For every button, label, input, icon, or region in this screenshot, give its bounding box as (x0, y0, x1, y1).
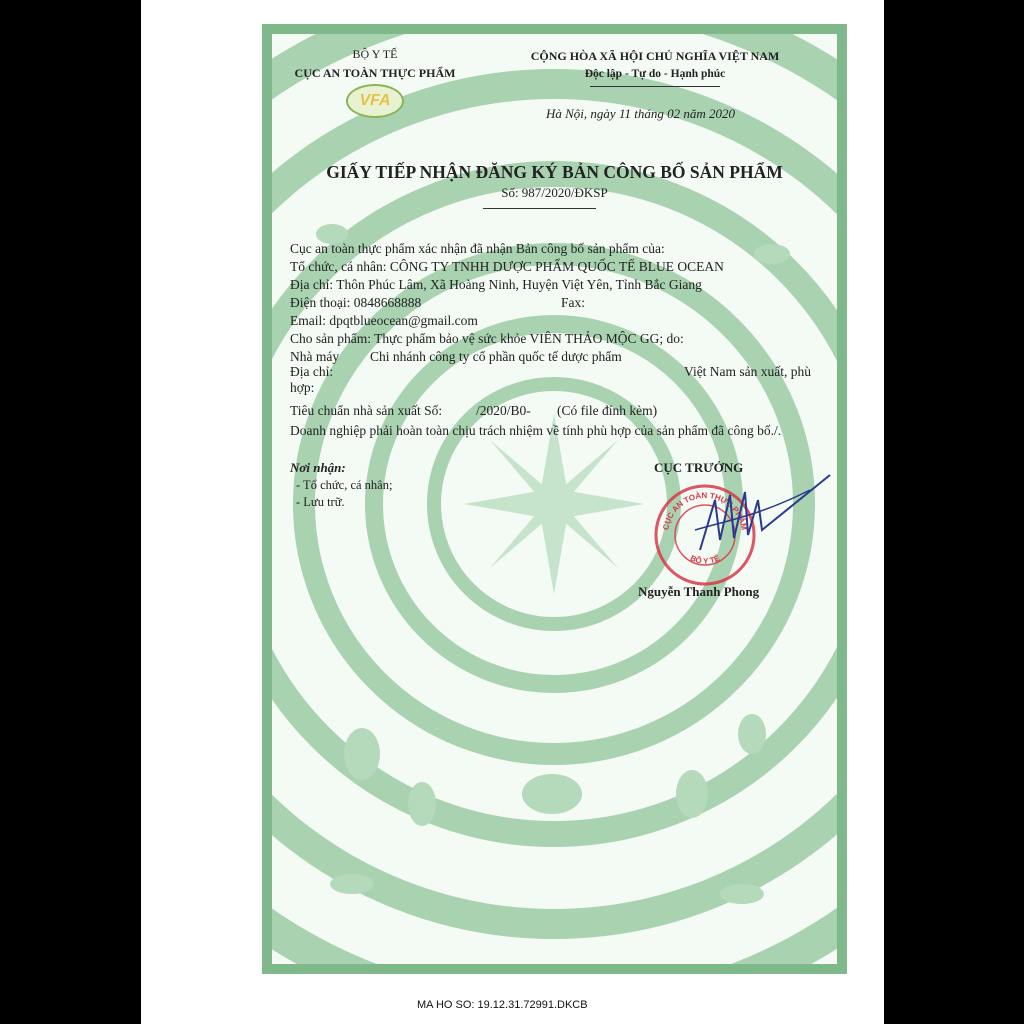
vfa-logo-text: VFA (359, 92, 391, 109)
responsibility-line: Doanh nghiệp phải hoàn toàn chịu trách nhiệm về tính phù hợp của sản phẩm đã công bố./. (290, 423, 782, 438)
issue-date: Hà Nội, ngày 11 tháng 02 năm 2020 (546, 106, 735, 121)
standard-label: Tiêu chuẩn nhà sản xuất Số: (290, 403, 443, 418)
national-motto: Độc lập - Tự do - Hạnh phúc (584, 68, 726, 80)
document-number: Số: 987/2020/ĐKSP (501, 185, 608, 200)
email-line: Email: dpqtblueocean@gmail.com (290, 313, 478, 328)
right-black-border (884, 0, 1024, 1024)
document-title: GIẤY TIẾP NHẬN ĐĂNG KÝ BẢN CÔNG BỐ SẢN PHẨM (326, 162, 783, 182)
number-underline (483, 208, 596, 209)
ministry-name: BỘ Y TẾ (352, 47, 398, 61)
record-code: MA HO SO: 19.12.31.72991.DKCB (417, 999, 588, 1011)
phone-line: Điện thoại: 0848668888 (290, 295, 422, 310)
motto-underline (590, 86, 720, 87)
agency-name: CỤC AN TOÀN THỰC PHẨM (294, 66, 456, 80)
address-line: Địa chỉ: Thôn Phúc Lâm, Xã Hoàng Ninh, Huyện Việt Yên, Tỉnh Bắc Giang (290, 277, 702, 292)
attachment-note: (Có file đính kèm) (557, 403, 658, 418)
country-name: CỘNG HÒA XÃ HỘI CHỦ NGHĨA VIỆT NAM (530, 49, 780, 63)
recipients-label: Nơi nhận: (290, 460, 346, 475)
organization-line: Tổ chức, cá nhân: CÔNG TY TNHH DƯỢC PHẨM QUỐC TẾ BLUE OCEAN (290, 259, 724, 274)
signer-role: CỤC TRƯỞNG (654, 460, 744, 475)
factory-address-label: Địa chỉ: (290, 364, 334, 379)
factory-value: Chi nhánh công ty cổ phần quốc tế dược phẩm (370, 349, 622, 364)
stamp-top-text: CỤC AN TOÀN THỰC PHẨM (661, 490, 749, 531)
intro-line: Cục an toàn thực phẩm xác nhận đã nhận Bản công bố sản phẩm của: (290, 241, 665, 256)
signer-name: Nguyễn Thanh Phong (638, 584, 760, 599)
conformity-label: hợp: (290, 380, 315, 395)
standard-number: /2020/B0- (476, 403, 531, 418)
recipient-item: - Tổ chức, cá nhân; (296, 478, 393, 492)
manufacture-origin: Việt Nam sản xuất, phù (684, 364, 812, 379)
left-black-border (0, 0, 141, 1024)
product-line: Cho sản phẩm: Thực phẩm bảo vệ sức khỏe VIÊN THẢO MỘC GG; do: (290, 331, 684, 346)
recipient-item: - Lưu trữ. (296, 495, 345, 509)
handwritten-signature (690, 470, 840, 560)
vfa-logo (346, 84, 404, 118)
stamp-bottom-text: BỘ Y TẾ (688, 553, 722, 566)
fax-line: Fax: (561, 295, 586, 310)
factory-label: Nhà máy (290, 349, 340, 364)
